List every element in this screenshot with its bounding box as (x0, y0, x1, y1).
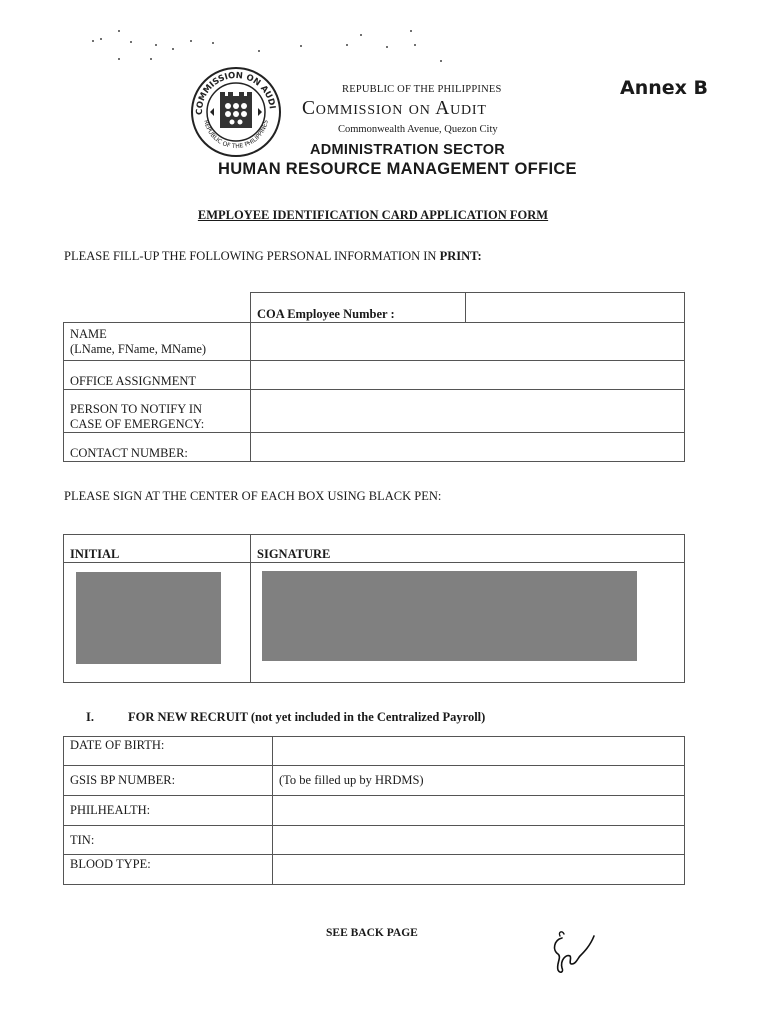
name-label: NAME (70, 326, 107, 341)
office-assignment-label: OFFICE ASSIGNMENT (64, 361, 251, 390)
seal-top-text: COMMISSION ON AUDI (194, 70, 277, 115)
sector-name: ADMINISTRATION SECTOR (310, 142, 506, 158)
emergency-label-line1: PERSON TO NOTIFY IN (70, 402, 203, 416)
signature-header: SIGNATURE (251, 535, 685, 563)
philhealth-label: PHILHEALTH: (64, 796, 273, 826)
gsis-bp-number-field[interactable]: (To be filled up by HRDMS) (273, 766, 685, 796)
date-of-birth-field[interactable] (273, 737, 685, 766)
name-sublabel: (LName, FName, MName) (70, 341, 207, 356)
gsis-bp-number-label: GSIS BP NUMBER: (64, 766, 273, 796)
personal-info-instruction (64, 249, 482, 264)
employee-number-label: COA Employee Number : (251, 293, 466, 323)
office-name: HUMAN RESOURCE MANAGEMENT OFFICE (218, 160, 577, 178)
name-field[interactable] (251, 323, 685, 361)
agency-address: Commonwealth Avenue, Quezon City (338, 124, 498, 135)
form-title: EMPLOYEE IDENTIFICATION CARD APPLICATION FORM (197, 208, 549, 222)
employee-number-field[interactable] (466, 293, 685, 323)
contact-number-label: CONTACT NUMBER: (64, 433, 251, 462)
tin-label: TIN: (64, 826, 273, 855)
republic-line: REPUBLIC OF THE PHILIPPINES (342, 84, 502, 95)
signature-redaction (262, 571, 637, 661)
blank-corner-cell (64, 293, 251, 323)
seal-bottom-text: REPUBLIC OF THE PHILIPPINES (202, 119, 270, 151)
initial-box[interactable] (64, 563, 251, 683)
coa-seal-icon (190, 66, 282, 158)
initial-redaction (76, 572, 221, 664)
instruction-text: PLEASE FILL-UP THE FOLLOWING PERSONAL INFORMATION IN (64, 249, 440, 263)
blood-type-field[interactable] (273, 855, 685, 885)
initial-header: INITIAL (64, 535, 251, 563)
instruction-emphasis: PRINT: (439, 249, 482, 263)
emergency-contact-field[interactable] (251, 390, 685, 433)
section-note: (not yet included in the Centralized Payroll) (247, 710, 486, 724)
name-label-cell (64, 323, 251, 361)
emergency-label-line2: CASE OF EMERGENCY: (70, 417, 205, 431)
tin-field[interactable] (273, 826, 685, 855)
emergency-contact-label-cell (64, 390, 251, 433)
contact-number-field[interactable] (251, 433, 685, 462)
annex-label: Annex B (620, 77, 708, 99)
signature-box[interactable] (251, 563, 685, 683)
new-recruit-heading (86, 710, 485, 725)
office-assignment-field[interactable] (251, 361, 685, 390)
personal-info-table (63, 292, 685, 462)
signature-table (63, 534, 685, 683)
new-recruit-table (63, 736, 685, 885)
philhealth-field[interactable] (273, 796, 685, 826)
agency-name: Commission on Audit (302, 98, 487, 119)
signature-instruction: PLEASE SIGN AT THE CENTER OF EACH BOX USING BLACK PEN: (64, 489, 442, 503)
blood-type-label: BLOOD TYPE: (64, 855, 273, 885)
handwritten-initials-icon (548, 924, 600, 980)
section-number: I. (86, 710, 94, 724)
date-of-birth-label: DATE OF BIRTH: (64, 737, 273, 766)
see-back-page: SEE BACK PAGE (326, 927, 418, 939)
section-title: FOR NEW RECRUIT (128, 710, 248, 724)
